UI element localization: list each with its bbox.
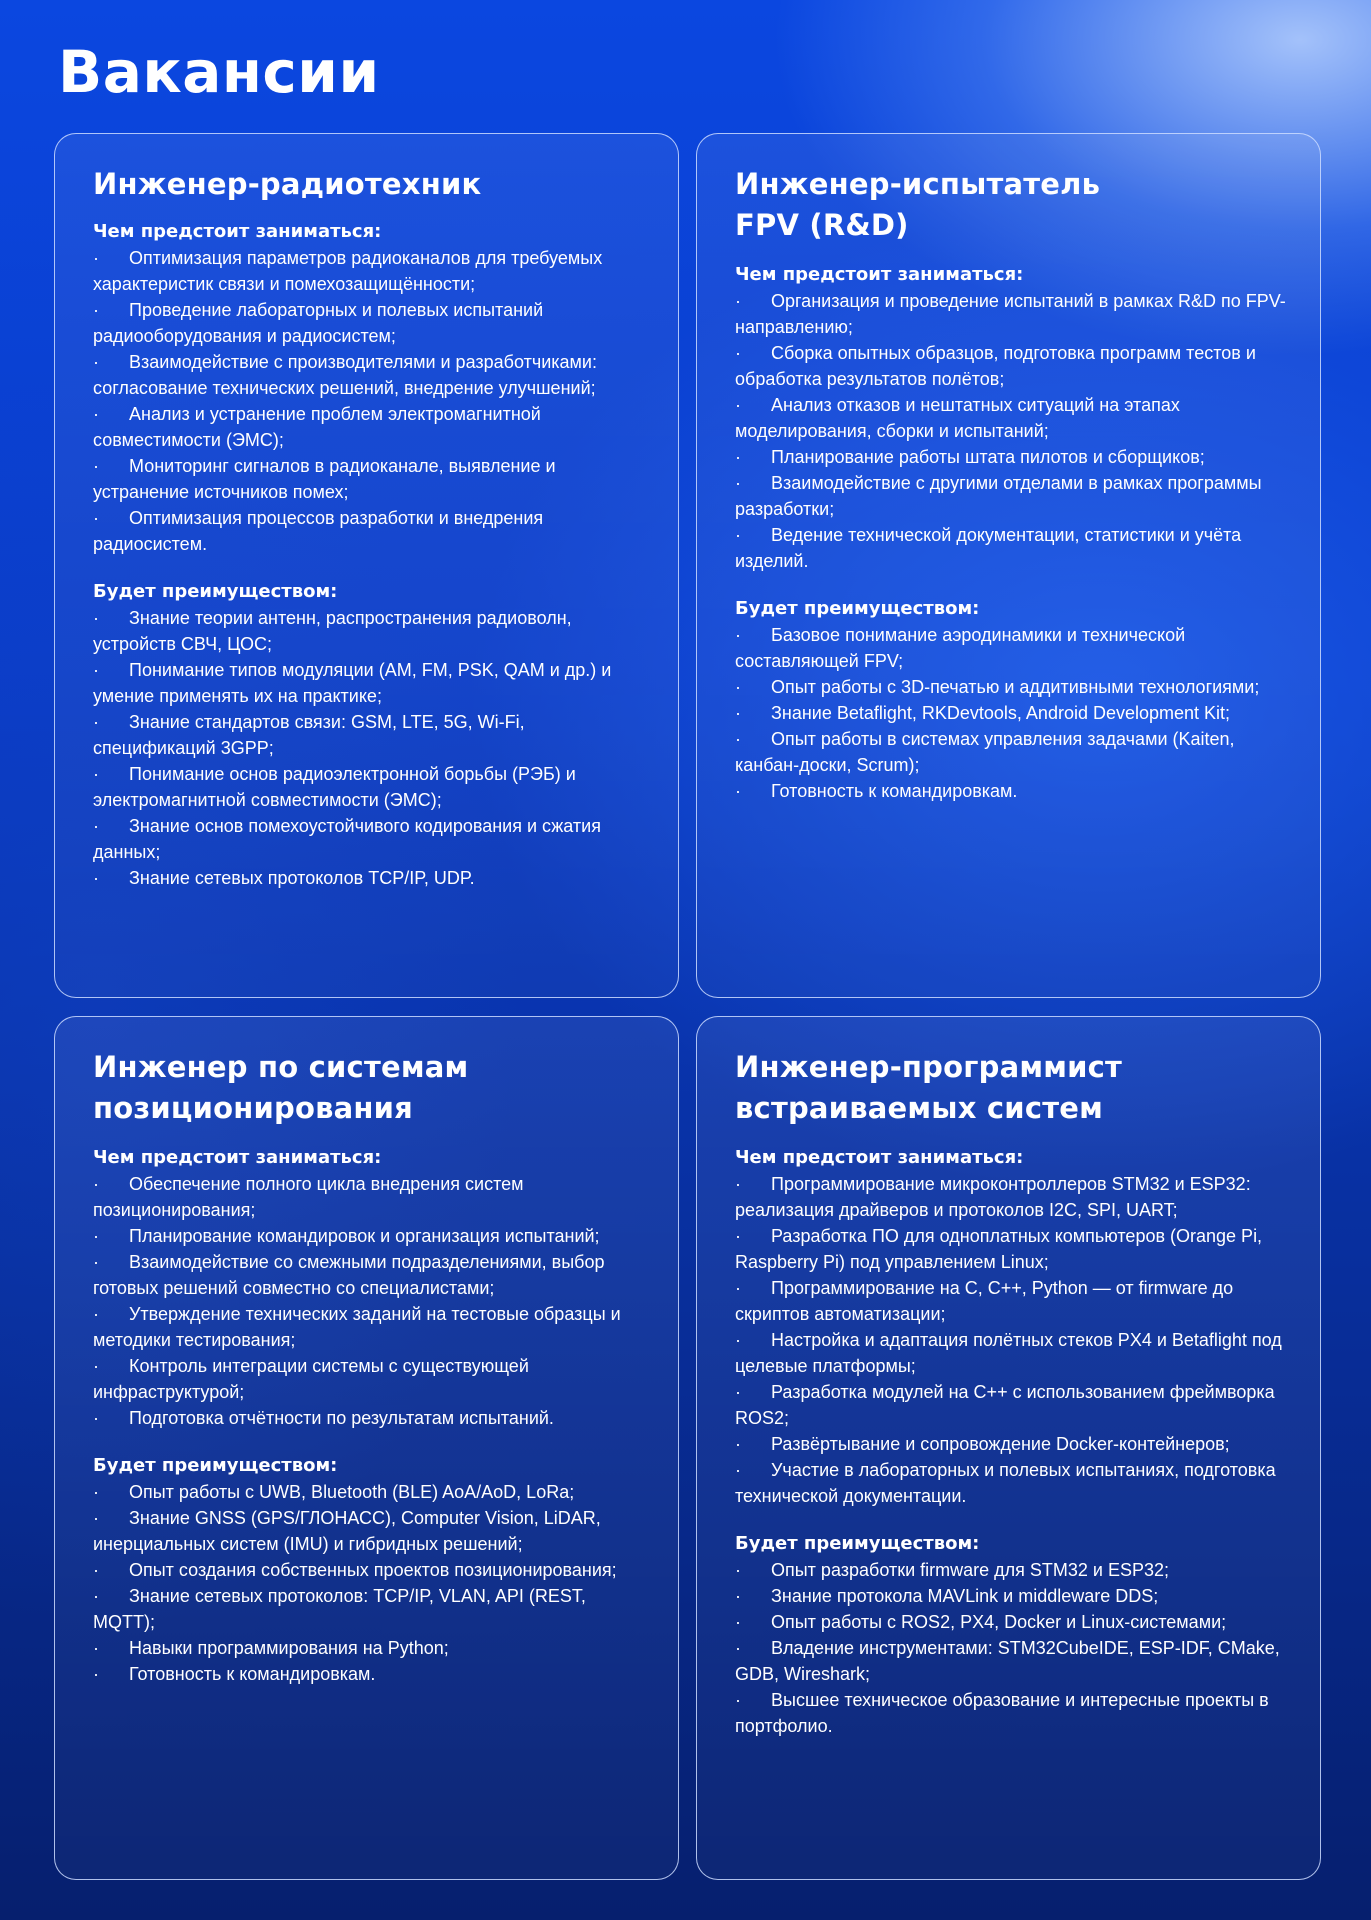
list-item: · Знание Betaflight, RKDevtools, Android Development Kit; — [735, 700, 1286, 726]
bullet-icon: · — [93, 352, 99, 372]
bullet-icon: · — [735, 1330, 741, 1350]
bullet-icon: · — [93, 1408, 99, 1428]
list-item: · Утверждение технических заданий на тестовые образцы и методики тестирования; — [93, 1301, 644, 1353]
vacancy-title: Инженер-радиотехник — [93, 167, 482, 201]
list-item: · Контроль интеграции системы с существующей инфраструктурой; — [93, 1353, 644, 1405]
list-item: · Программирование микроконтроллеров STM32 и ESP32: реализация драйверов и протоколов I2C, SPI, UART; — [735, 1171, 1286, 1223]
list-item: · Владение инструментами: STM32CubeIDE, ESP-IDF, CMake, GDB, Wireshark; — [735, 1635, 1286, 1687]
list-item: · Знание стандартов связи: GSM, LTE, 5G, Wi-Fi, спецификаций 3GPP; — [93, 709, 644, 761]
bullet-icon: · — [735, 1638, 741, 1658]
list-item: · Опыт создания собственных проектов позиционирования; — [93, 1557, 644, 1583]
list-item: · Высшее техническое образование и интересные проекты в портфолио. — [735, 1687, 1286, 1739]
vacancy-title: Инженер-программист встраиваемых систем — [735, 1050, 1123, 1125]
duties-list — [735, 288, 1286, 574]
bullet-icon: · — [735, 1382, 741, 1402]
bullet-icon: · — [735, 1434, 741, 1454]
bullet-icon: · — [93, 456, 99, 476]
list-item: · Разработка модулей на C++ с использованием фреймворка ROS2; — [735, 1379, 1286, 1431]
list-item: · Взаимодействие с другими отделами в рамках программы разработки; — [735, 470, 1286, 522]
bullet-icon: · — [93, 764, 99, 784]
vacancy-card-fpv-tester — [696, 133, 1321, 998]
advantages-list — [735, 1557, 1286, 1739]
bullet-icon: · — [93, 404, 99, 424]
bullet-icon: · — [93, 608, 99, 628]
duties-heading: Чем предстоит заниматься: — [93, 1147, 382, 1168]
bullet-icon: · — [93, 300, 99, 320]
bullet-icon: · — [93, 660, 99, 680]
list-item: · Планирование работы штата пилотов и сборщиков; — [735, 444, 1286, 470]
list-item: · Готовность к командировкам. — [735, 778, 1286, 804]
bullet-icon: · — [93, 868, 99, 888]
bullet-icon: · — [93, 508, 99, 528]
bullet-icon: · — [93, 1482, 99, 1502]
list-item: · Знание теории антенн, распространения радиоволн, устройств СВЧ, ЦОС; — [93, 605, 644, 657]
list-item: · Опыт работы с UWB, Bluetooth (BLE) AoA/AoD, LoRa; — [93, 1479, 644, 1505]
bullet-icon: · — [93, 248, 99, 268]
bullet-icon: · — [93, 1586, 99, 1606]
list-item: · Организация и проведение испытаний в рамках R&D по FPV-направлению; — [735, 288, 1286, 340]
bullet-icon: · — [735, 781, 741, 801]
bullet-icon: · — [735, 1460, 741, 1480]
list-item: · Понимание основ радиоэлектронной борьбы (РЭБ) и электромагнитной совместимости (ЭМС); — [93, 761, 644, 813]
list-item: · Ведение технической документации, статистики и учёта изделий. — [735, 522, 1286, 574]
advantages-list — [93, 605, 644, 891]
list-item: · Анализ и устранение проблем электромагнитной совместимости (ЭМС); — [93, 401, 644, 453]
list-item: · Обеспечение полного цикла внедрения систем позиционирования; — [93, 1171, 644, 1223]
list-item: · Анализ отказов и нештатных ситуаций на этапах моделирования, сборки и испытаний; — [735, 392, 1286, 444]
list-item: · Опыт работы с 3D-печатью и аддитивными технологиями; — [735, 674, 1286, 700]
list-item: · Программирование на C, C++, Python — от firmware до скриптов автоматизации; — [735, 1275, 1286, 1327]
list-item: · Понимание типов модуляции (AM, FM, PSK, QAM и др.) и умение применять их на практике; — [93, 657, 644, 709]
duties-list — [93, 245, 644, 557]
bullet-icon: · — [735, 343, 741, 363]
list-item: · Сборка опытных образцов, подготовка программ тестов и обработка результатов полётов; — [735, 340, 1286, 392]
vacancy-card-positioning-engineer — [54, 1016, 679, 1880]
bullet-icon: · — [735, 1586, 741, 1606]
list-item: · Взаимодействие со смежными подразделениями, выбор готовых решений совместно со специалистами; — [93, 1249, 644, 1301]
list-item: · Готовность к командировкам. — [93, 1661, 644, 1687]
list-item: · Оптимизация параметров радиоканалов для требуемых характеристик связи и помехозащищённости; — [93, 245, 644, 297]
bullet-icon: · — [93, 1560, 99, 1580]
list-item: · Опыт работы в системах управления задачами (Kaiten, канбан-доски, Scrum); — [735, 726, 1286, 778]
bullet-icon: · — [93, 1664, 99, 1684]
duties-heading: Чем предстоит заниматься: — [735, 1147, 1024, 1168]
list-item: · Знание GNSS (GPS/ГЛОНАСС), Computer Vision, LiDAR, инерциальных систем (IMU) и гибридных решений; — [93, 1505, 644, 1557]
list-item: · Знание сетевых протоколов TCP/IP, UDP. — [93, 865, 644, 891]
list-item: · Взаимодействие с производителями и разработчиками: согласование технических решений, внедрение улучшений; — [93, 349, 644, 401]
list-item: · Планирование командировок и организация испытаний; — [93, 1223, 644, 1249]
bullet-icon: · — [735, 677, 741, 697]
bullet-icon: · — [735, 1278, 741, 1298]
bullet-icon: · — [735, 447, 741, 467]
list-item: · Оптимизация процессов разработки и внедрения радиосистем. — [93, 505, 644, 557]
advantages-heading: Будет преимуществом: — [93, 1455, 338, 1476]
bullet-icon: · — [93, 1252, 99, 1272]
list-item: · Опыт работы с ROS2, PX4, Docker и Linux-системами; — [735, 1609, 1286, 1635]
bullet-icon: · — [735, 1174, 741, 1194]
bullet-icon: · — [93, 1356, 99, 1376]
duties-heading: Чем предстоит заниматься: — [735, 264, 1024, 285]
vacancy-title: Инженер по системам позиционирования — [93, 1050, 469, 1125]
list-item: · Знание основ помехоустойчивого кодирования и сжатия данных; — [93, 813, 644, 865]
list-item: · Подготовка отчётности по результатам испытаний. — [93, 1405, 644, 1431]
bullet-icon: · — [93, 712, 99, 732]
bullet-icon: · — [93, 1226, 99, 1246]
bullet-icon: · — [93, 816, 99, 836]
advantages-heading: Будет преимуществом: — [735, 598, 980, 619]
list-item: · Настройка и адаптация полётных стеков PX4 и Betaflight под целевые платформы; — [735, 1327, 1286, 1379]
vacancy-card-radio-engineer — [54, 133, 679, 998]
bullet-icon: · — [93, 1174, 99, 1194]
bullet-icon: · — [93, 1304, 99, 1324]
bullet-icon: · — [93, 1638, 99, 1658]
duties-list — [93, 1171, 644, 1431]
vacancy-card-embedded-programmer — [696, 1016, 1321, 1880]
list-item: · Опыт разработки firmware для STM32 и ESP32; — [735, 1557, 1286, 1583]
bullet-icon: · — [735, 703, 741, 723]
list-item: · Навыки программирования на Python; — [93, 1635, 644, 1661]
bullet-icon: · — [93, 1508, 99, 1528]
duties-heading: Чем предстоит заниматься: — [93, 221, 382, 242]
list-item: · Знание сетевых протоколов: TCP/IP, VLAN, API (REST, MQTT); — [93, 1583, 644, 1635]
advantages-heading: Будет преимуществом: — [93, 581, 338, 602]
list-item: · Проведение лабораторных и полевых испытаний радиооборудования и радиосистем; — [93, 297, 644, 349]
bullet-icon: · — [735, 1560, 741, 1580]
list-item: · Развёртывание и сопровождение Docker-контейнеров; — [735, 1431, 1286, 1457]
list-item: · Участие в лабораторных и полевых испытаниях, подготовка технической документации. — [735, 1457, 1286, 1509]
bullet-icon: · — [735, 395, 741, 415]
advantages-list — [735, 622, 1286, 804]
bullet-icon: · — [735, 1226, 741, 1246]
list-item: · Базовое понимание аэродинамики и технической составляющей FPV; — [735, 622, 1286, 674]
advantages-heading: Будет преимуществом: — [735, 1533, 980, 1554]
duties-list — [735, 1171, 1286, 1509]
bullet-icon: · — [735, 1612, 741, 1632]
bullet-icon: · — [735, 291, 741, 311]
list-item: · Разработка ПО для одноплатных компьютеров (Orange Pi, Raspberry Pi) под управлением Linux; — [735, 1223, 1286, 1275]
list-item: · Знание протокола MAVLink и middleware DDS; — [735, 1583, 1286, 1609]
page-title: Вакансии — [58, 38, 380, 106]
bullet-icon: · — [735, 625, 741, 645]
bullet-icon: · — [735, 473, 741, 493]
bullet-icon: · — [735, 525, 741, 545]
list-item: · Мониторинг сигналов в радиоканале, выявление и устранение источников помех; — [93, 453, 644, 505]
vacancy-title: Инженер-испытатель FPV (R&D) — [735, 167, 1101, 242]
bullet-icon: · — [735, 729, 741, 749]
bullet-icon: · — [735, 1690, 741, 1710]
advantages-list — [93, 1479, 644, 1687]
